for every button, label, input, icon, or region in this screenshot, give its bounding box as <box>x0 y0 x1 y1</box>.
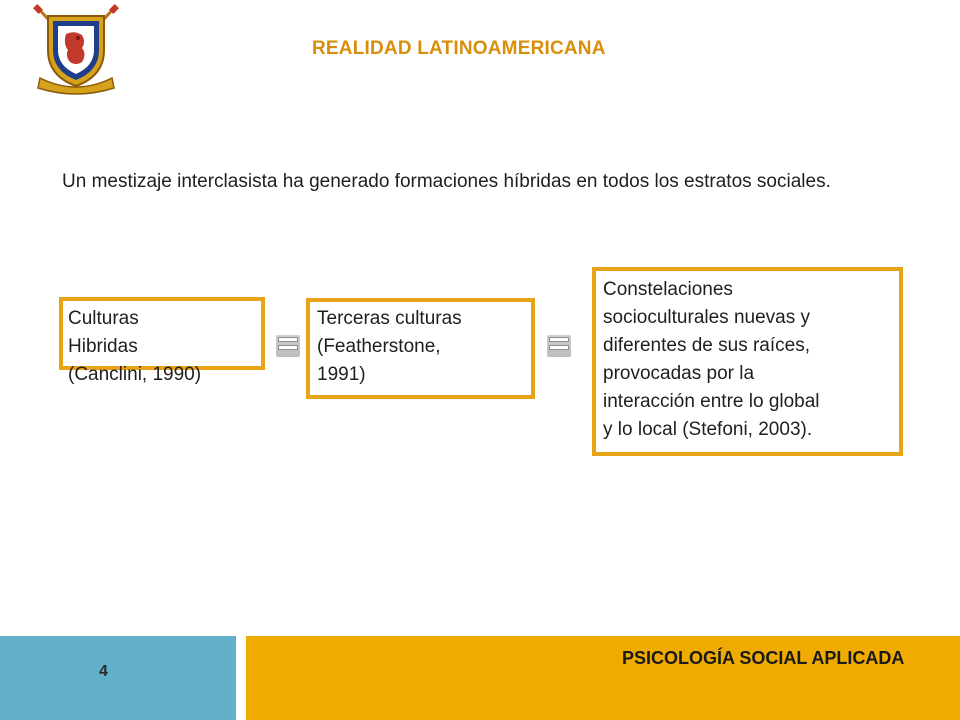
page-title: REALIDAD LATINOAMERICANA <box>312 38 606 59</box>
concept-line: socioculturales nuevas y <box>603 307 810 328</box>
course-title: PSICOLOGÍA SOCIAL APLICADA <box>622 648 905 668</box>
concept-line: interacción entre lo global <box>603 391 820 412</box>
university-crest-icon <box>30 4 122 96</box>
equals-icon <box>547 335 571 357</box>
concept-text-third-cultures <box>317 305 462 389</box>
concept-line: Culturas <box>68 308 139 329</box>
concept-line: Constelaciones <box>603 279 733 300</box>
equals-icon <box>276 335 300 357</box>
concept-text-sociocultural-constellations <box>603 276 820 444</box>
concept-line: (Featherstone, <box>317 336 441 357</box>
concept-line: Terceras culturas <box>317 308 462 329</box>
concept-text-hybrid-cultures <box>68 305 201 389</box>
concept-line: 1991) <box>317 364 366 385</box>
concept-line: Hibridas <box>68 336 138 357</box>
intro-paragraph: Un mestizaje interclasista ha generado formaciones híbridas en todos los estratos sociales. <box>62 171 831 192</box>
concept-line: y lo local (Stefoni, 2003). <box>603 419 813 440</box>
concept-line: provocadas por la <box>603 363 755 384</box>
concept-line: (Canclini, 1990) <box>68 364 202 385</box>
footer-left-panel <box>0 636 236 720</box>
concept-line: diferentes de sus raíces, <box>603 335 810 356</box>
page-number: 4 <box>99 663 108 680</box>
